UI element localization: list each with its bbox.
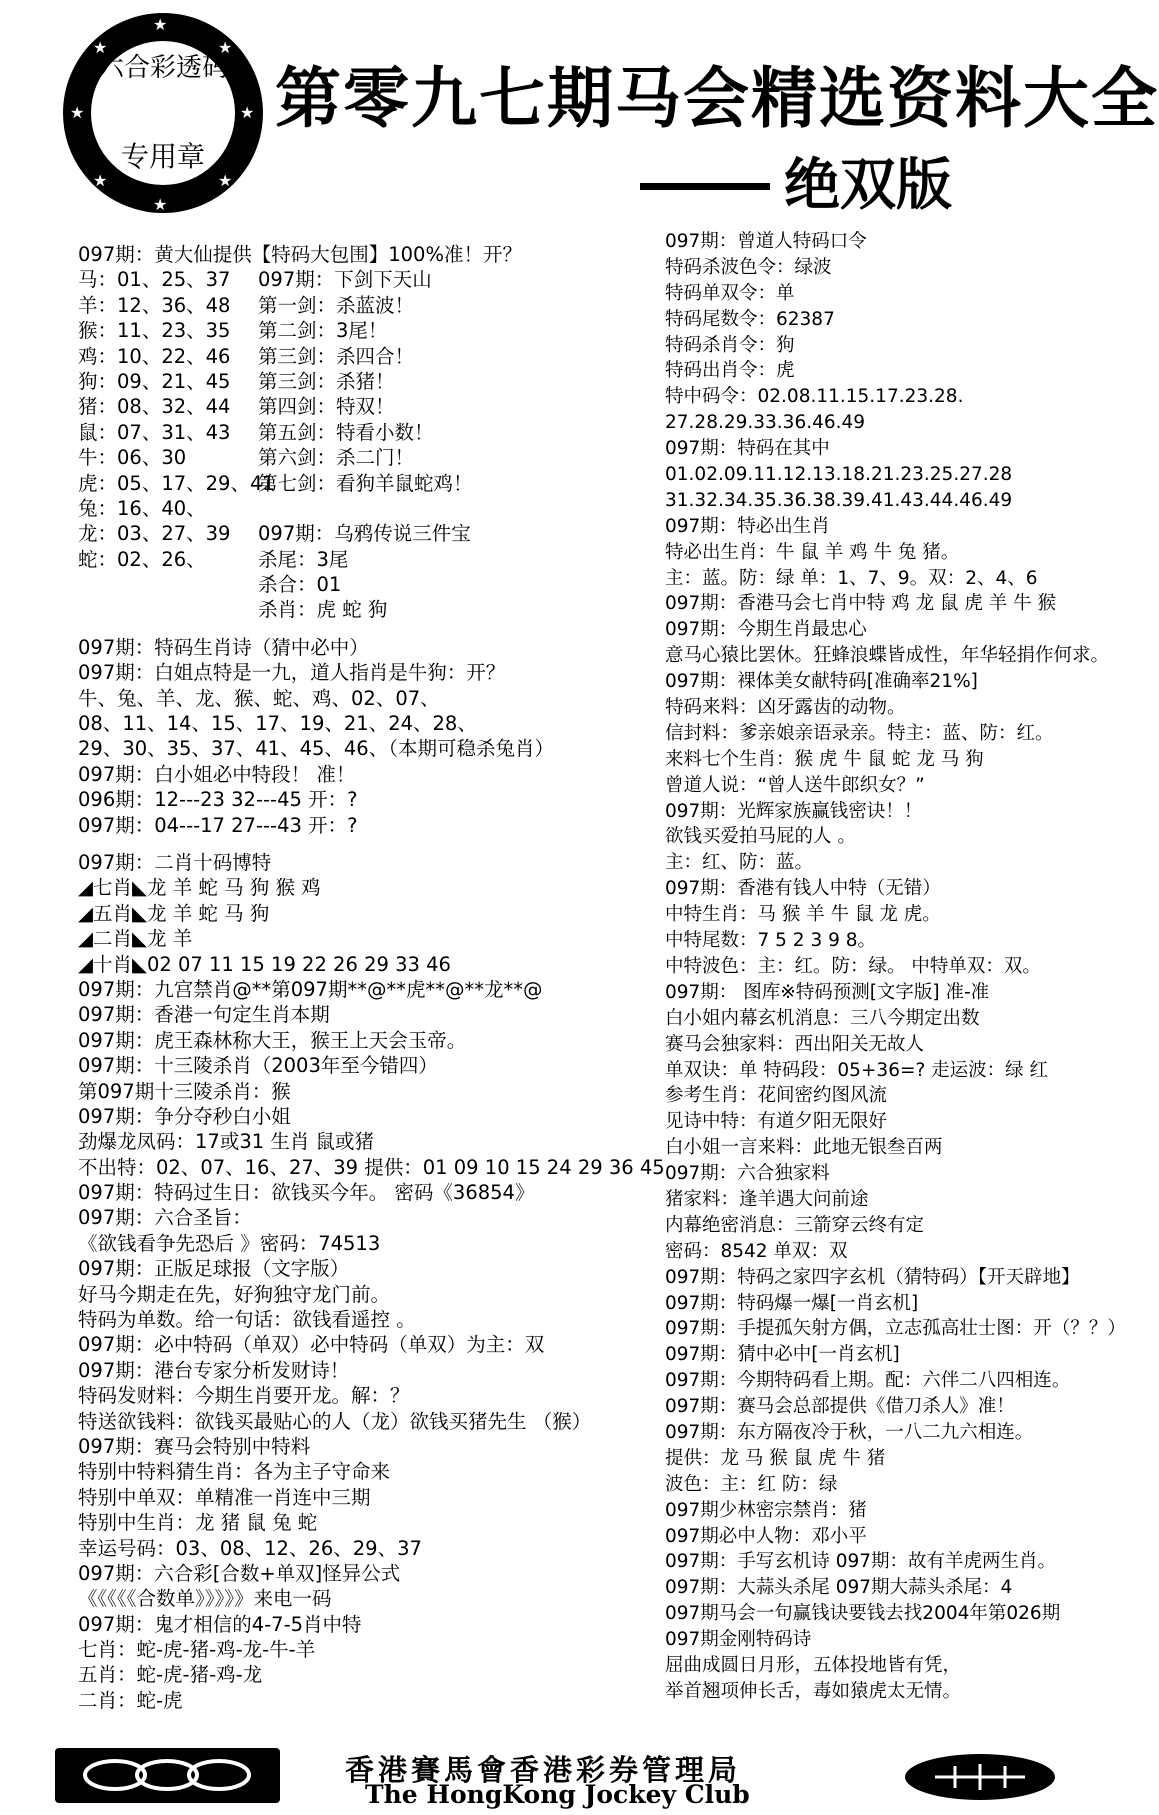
text-line: 097期：港台专家分析发财诗！ xyxy=(78,1358,350,1382)
lottery-logo-icon xyxy=(905,1754,1055,1800)
text-line: 第四剑：特双！ xyxy=(258,395,395,419)
text-line: 虎：05、17、29、41 xyxy=(78,471,275,495)
text-line: 主：蓝。防：绿 单：1、7、9。双：2、4、6 xyxy=(665,567,1038,589)
text-line: 特别中特料猜生肖：各为主子守命来 xyxy=(78,1460,391,1484)
text-line: 097期：手提孤矢射方偶，立志孤高壮士图：开（？？） xyxy=(665,1318,1126,1340)
text-line: 杀合：01 xyxy=(258,573,342,597)
prediction-block xyxy=(78,635,554,838)
text-line: 赛马会独家料：西出阳关无故人 xyxy=(665,1033,925,1055)
text-line: 31.32.34.35.36.38.39.41.43.44.46.49 xyxy=(665,489,1013,511)
text-line: 特码尾数令：62387 xyxy=(665,308,835,330)
prediction-block xyxy=(78,850,665,1713)
text-line: 第五剑：特看小数！ xyxy=(258,420,434,444)
text-line: ◢十肖◣02 07 11 15 19 22 26 29 33 46 xyxy=(78,952,451,976)
text-line: 白小姐内幕玄机消息：三八今期定出数 xyxy=(665,1007,980,1029)
text-line: 097期：特码在其中 xyxy=(665,438,830,460)
text-line: 097期：正版足球报（文字版） xyxy=(78,1257,350,1281)
text-line: ◢五肖◣龙 羊 蛇 马 狗 xyxy=(78,901,270,925)
subtitle-text: 绝双版 xyxy=(784,153,952,218)
text-line: 097期金刚特码诗 xyxy=(665,1629,812,1651)
text-line: 097期少林密宗禁肖：猪 xyxy=(665,1499,867,1521)
text-line: 特码出肖令：虎 xyxy=(665,360,795,382)
right-column xyxy=(665,230,1126,1706)
text-line: 杀肖：虎 蛇 狗 xyxy=(258,598,388,622)
text-line: 第七剑：看狗羊鼠蛇鸡！ xyxy=(258,471,473,495)
text-line: 27.28.29.33.36.46.49 xyxy=(665,412,866,434)
text-line: 特码杀肖令：狗 xyxy=(665,334,795,356)
text-line: 097期：六合彩[合数+单双]怪异公式 xyxy=(78,1561,401,1585)
text-line: 097期：特必出生肖 xyxy=(665,515,830,537)
text-line: 欲钱买爱拍马屁的人 。 xyxy=(665,826,856,848)
text-line: 097期：香港一句定生肖本期 xyxy=(78,1003,330,1027)
svg-text:★: ★ xyxy=(153,195,168,214)
text-line: 097期：猜中必中[一肖玄机] xyxy=(665,1344,900,1366)
text-line: 第三剑：杀四合！ xyxy=(258,344,415,368)
svg-text:★: ★ xyxy=(218,38,233,57)
text-line: 七肖：蛇-虎-猪-鸡-龙-牛-羊 xyxy=(78,1638,316,1662)
text-line: 097期：十三陵杀肖（2003年至今错四） xyxy=(78,1054,438,1078)
text-line: 不出特：02、07、16、27、39 提供：01 09 10 15 24 29 36 45 xyxy=(78,1155,665,1179)
text-line: 097期：光辉家族赢钱密诀！！ xyxy=(665,800,923,822)
text-line: 特码来料：凶牙露齿的动物。 xyxy=(665,697,906,719)
text-line: 097期：04---17 27---43 开：? xyxy=(78,813,358,837)
text-line: 猪家料：逢羊遇大问前途 xyxy=(665,1188,869,1210)
svg-text:★: ★ xyxy=(218,171,233,190)
stamp-top-text: 六合彩透码 xyxy=(97,53,229,83)
text-line: 劲爆龙凤码：17或31 生肖 鼠或猪 xyxy=(78,1130,375,1154)
text-line: 单双诀：单 特码段：05+36=? 走运波：绿 红 xyxy=(665,1059,1049,1081)
text-line: 特别中生肖：龙 猪 鼠 兔 蛇 xyxy=(78,1511,318,1535)
text-line: 《《《《《合数单》》》》》来电一码 xyxy=(78,1587,332,1611)
text-line: 波色：主：红 防：绿 xyxy=(665,1473,838,1495)
text-line: 097期：大蒜头杀尾 097期大蒜头杀尾：4 xyxy=(665,1577,1013,1599)
text-line: 二肖：蛇-虎 xyxy=(78,1688,183,1712)
text-line: 信封料：爹亲娘亲语录亲。特主：蓝、防：红。 xyxy=(665,722,1054,744)
text-line: 牛、兔、羊、龙、猴、蛇、鸡、02、07、 xyxy=(78,686,440,710)
text-line: 龙：03、27、39 xyxy=(78,522,231,546)
text-line: 097期：六合独家料 xyxy=(665,1163,830,1185)
text-line: 097期：特码过生日：欲钱买今年。 密码《36854》 xyxy=(78,1181,535,1205)
text-line: 来料七个生肖：猴 虎 牛 鼠 蛇 龙 马 狗 xyxy=(665,748,984,770)
text-line: 狗：09、21、45 xyxy=(78,369,231,393)
text-line: 参考生肖：花间密约图风流 xyxy=(665,1085,888,1107)
text-line xyxy=(258,496,518,521)
text-line: 特码杀波色令：绿波 xyxy=(665,256,832,278)
text-line: 097期马会一句赢钱诀要钱去找2004年第026期 xyxy=(665,1603,1061,1625)
text-line: 密码：8542 单双：双 xyxy=(665,1240,848,1262)
text-line: 屈曲成圆日月形，五体投地皆有凭， xyxy=(665,1654,962,1676)
text-line: 第一剑：杀蓝波！ xyxy=(258,293,415,317)
text-line: 特码发财料：今期生肖要开龙。解：？ xyxy=(78,1384,410,1408)
text-line: 097期：下剑下天山 xyxy=(258,268,432,292)
text-line: 097期：白姐点特是一九，道人指肖是牛狗：开？ xyxy=(78,661,506,685)
text-line: 097期：必中特码（单双）必中特码（单双）为主：双 xyxy=(78,1333,545,1357)
text-line: 29、30、35、37、41、45、46、（本期可稳杀兔肖） xyxy=(78,737,554,761)
text-line: 特送欲钱料：欲钱买最贴心的人（龙）欲钱买猪先生 （猴） xyxy=(78,1409,592,1433)
text-line: 097期：香港有钱人中特（无错） xyxy=(665,878,941,900)
text-line: 097期：手写玄机诗 097期：故有羊虎两生肖。 xyxy=(665,1551,1057,1573)
text-line: 097期：白小姐必中特段！ 准！ xyxy=(78,762,356,786)
text-line: 中特尾数：7 5 2 3 9 8。 xyxy=(665,930,877,952)
text-line: 第二剑：3尾！ xyxy=(258,319,388,343)
text-line: 提供：龙 马 猴 鼠 虎 牛 猪 xyxy=(665,1447,886,1469)
text-line: 曾道人说：“曾人送牛郎织女？” xyxy=(665,774,925,796)
svg-text:★: ★ xyxy=(240,103,255,122)
text-line: 《欲钱看争先恐后 》密码：74513 xyxy=(78,1231,381,1255)
text-line: 01.02.09.11.12.13.18.21.23.25.27.28 xyxy=(665,464,1013,486)
text-line: 特中码令：02.08.11.15.17.23.28. xyxy=(665,386,964,408)
text-line: 097期：乌鸦传说三件宝 xyxy=(258,522,471,546)
text-line: 第六剑：杀二门！ xyxy=(258,446,415,470)
text-line: 特码为单数。给一句话：欲钱看遥控 。 xyxy=(78,1308,416,1332)
stamp-bottom-text: 专用章 xyxy=(120,140,206,173)
text-line: 097期：鬼才相信的4-7-5肖中特 xyxy=(78,1612,362,1636)
text-line: 杀尾：3尾 xyxy=(258,547,349,571)
text-line: 097期：曾道人特码口令 xyxy=(665,231,867,252)
text-line: 097期必中人物：邓小平 xyxy=(665,1525,867,1547)
svg-text:★: ★ xyxy=(153,15,168,34)
text-line: 白小姐一言来料：此地无银叁百两 xyxy=(665,1137,943,1159)
page-title: 第零九七期马会精选资料大全 xyxy=(275,60,1159,137)
text-line: 097期：香港马会七肖中特 鸡 龙 鼠 虎 羊 牛 猴 xyxy=(665,593,1056,615)
subtitle-dash xyxy=(640,183,770,190)
text-line: 097期：特码爆一爆[一肖玄机] xyxy=(665,1292,919,1314)
text-line: 097期：九宫禁肖@**第097期**@**虎**@**龙**@ xyxy=(78,977,543,1001)
text-line: 牛：06、30 xyxy=(78,446,187,470)
text-line: 097期：特码生肖诗（猜中必中） xyxy=(78,635,369,659)
text-line: 特别中单双：单精准一肖连中三期 xyxy=(78,1485,371,1509)
footer xyxy=(55,1748,1055,1808)
text-line: 主：红、防：蓝。 xyxy=(665,852,814,874)
sword-list xyxy=(258,267,518,622)
text-line: 见诗中特：有道夕阳无限好 xyxy=(665,1111,888,1133)
text-line: ◢七肖◣龙 羊 蛇 马 狗 猴 鸡 xyxy=(78,876,321,900)
text-line: 第097期十三陵杀肖：猴 xyxy=(78,1079,291,1103)
text-line: 097期：东方隔夜冷于秋，一八二九六相连。 xyxy=(665,1421,1034,1443)
text-line: 097期：虎王森林称大王，猴王上天会玉帝。 xyxy=(78,1028,467,1052)
text-line: 鼠：07、31、43 xyxy=(78,420,231,444)
text-line: 举首翘项伸长舌，毒如猿虎太无情。 xyxy=(665,1680,962,1702)
text-line: 幸运号码：03、08、12、26、29、37 xyxy=(78,1536,422,1560)
svg-text:★: ★ xyxy=(70,103,85,122)
zodiac-sword-block xyxy=(78,267,518,622)
text-line: 第三剑：杀猪！ xyxy=(258,369,395,393)
left-column xyxy=(78,242,665,1713)
text-line: 097期：二肖十码博特 xyxy=(78,850,272,874)
zodiac-number-list xyxy=(78,267,275,622)
text-line: 097期：赛马会特别中特料 xyxy=(78,1434,311,1458)
text-line: ◢二肖◣龙 羊 xyxy=(78,927,193,951)
text-line: 特必出生肖：牛 鼠 羊 鸡 牛 兔 猪。 xyxy=(665,541,960,563)
text-line: 中特波色：主：红。防：绿。 中特单双：双。 xyxy=(665,955,1041,977)
text-line: 097期：今期生肖最忠心 xyxy=(665,619,867,641)
text-line: 中特生肖：马 猴 羊 牛 鼠 龙 虎。 xyxy=(665,904,941,926)
text-line: 097期：裸体美女献特码[准确率21%] xyxy=(665,671,978,693)
page-subtitle xyxy=(640,153,952,218)
section-title: 097期：黄大仙提供【特码大包围】100%准！开？ xyxy=(78,243,522,266)
text-line: 兔：16、40、 xyxy=(78,496,206,520)
svg-text:★: ★ xyxy=(93,171,108,190)
text-line: 马：01、25、37 xyxy=(78,268,231,292)
text-line: 好马今期走在先，好狗独守龙门前。 xyxy=(78,1282,391,1306)
jockey-club-logo-icon xyxy=(55,1748,280,1803)
text-line: 特码单双令：单 xyxy=(665,282,795,304)
text-line: 097期：今期特码看上期。配：六伴二八四相连。 xyxy=(665,1370,1071,1392)
footer-org-cn: 香港賽馬會香港彩券管理局 xyxy=(345,1753,742,1787)
text-line: 096期：12---23 32---45 开：? xyxy=(78,788,358,812)
text-line: 意马心猿比罢休。狂蜂浪蝶皆成性，年华轻捐作何求。 xyxy=(665,645,1110,667)
text-line: 羊：12、36、48 xyxy=(78,293,231,317)
text-line: 097期：赛马会总部提供《借刀杀人》准！ xyxy=(665,1396,1015,1418)
text-line: 内幕绝密消息：三箭穿云终有定 xyxy=(665,1214,925,1236)
text-line: 08、11、14、15、17、19、21、24、28、 xyxy=(78,712,477,736)
text-line: 猴：11、23、35 xyxy=(78,319,231,343)
footer-org-en: The HongKong Jockey Club xyxy=(365,1780,750,1809)
svg-text:★: ★ xyxy=(93,38,108,57)
text-line: 097期：特码之家四字玄机（猜特码）【开天辟地】 xyxy=(665,1266,1080,1288)
text-line: 蛇：02、26、 xyxy=(78,547,206,571)
text-line: 097期：争分夺秒白小姐 xyxy=(78,1104,291,1128)
text-line: 猪：08、32、44 xyxy=(78,395,231,419)
text-line: 五肖：蛇-虎-猪-鸡-龙 xyxy=(78,1663,263,1687)
seal-stamp xyxy=(58,8,268,218)
text-line: 鸡：10、22、46 xyxy=(78,344,231,368)
text-line: 097期：六合圣旨： xyxy=(78,1206,252,1230)
text-line: 097期： 图库※特码预测[文字版] 准-准 xyxy=(665,981,990,1003)
